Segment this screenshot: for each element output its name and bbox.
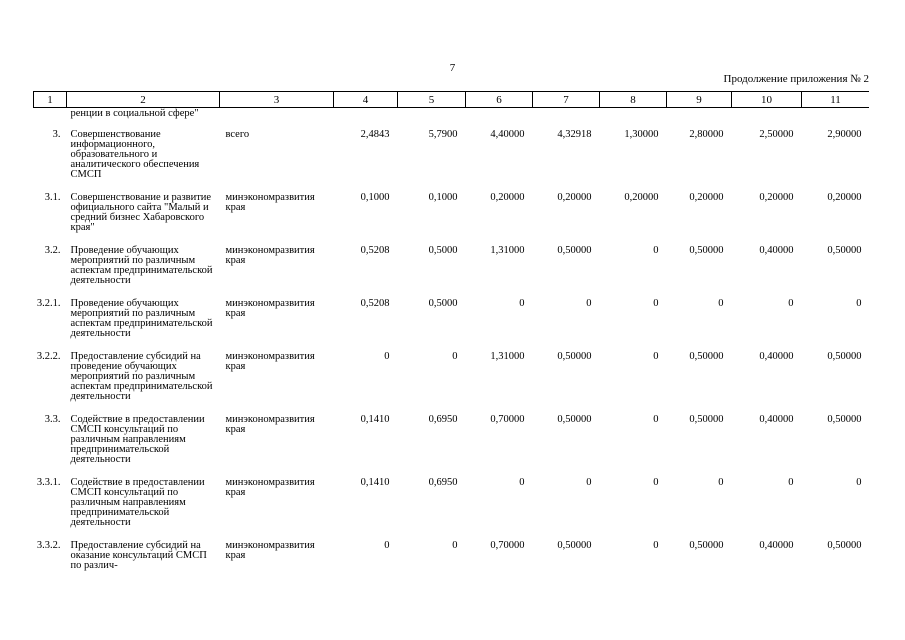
row-value-col-10: 0,40000 <box>759 245 794 256</box>
row-value-col-6: 0,20000 <box>490 192 525 203</box>
row-source: минэкономразвития края <box>225 414 315 435</box>
row-value-col-11: 0,20000 <box>827 192 862 203</box>
row-name: Совершенствование и развитие официального сайта "Малый и средний бизнес Хабаровского края" <box>70 192 212 233</box>
table-row <box>34 294 870 347</box>
row-value-col-10: 2,50000 <box>759 129 794 140</box>
column-header-2: 2 <box>67 92 220 108</box>
row-number: 3.3.1. <box>36 477 61 488</box>
table-row <box>34 241 870 294</box>
row-value-col-10: 0 <box>788 477 794 488</box>
row-number: 3.2.1. <box>36 298 61 309</box>
row-value-col-9: 0,50000 <box>689 245 724 256</box>
row-value-col-5: 0,1000 <box>428 192 458 203</box>
row-value-col-8: 0 <box>653 245 659 256</box>
table-row <box>34 536 870 579</box>
row-value-col-4: 0,5208 <box>360 298 390 309</box>
continued-text: ренции в социальной сфере" <box>70 108 199 119</box>
column-header-7: 7 <box>533 92 600 108</box>
column-header-10: 10 <box>732 92 802 108</box>
row-value-col-5: 0,5000 <box>428 298 458 309</box>
row-value-col-10: 0,40000 <box>759 414 794 425</box>
row-value-col-5: 5,7900 <box>428 129 458 140</box>
row-value-col-6: 1,31000 <box>490 351 525 362</box>
row-value-col-7: 0 <box>586 298 592 309</box>
row-value-col-10: 0,20000 <box>759 192 794 203</box>
row-number: 3.1. <box>44 192 61 203</box>
row-value-col-6: 0 <box>519 477 525 488</box>
row-value-col-11: 0,50000 <box>827 540 862 551</box>
row-source: минэкономразвития края <box>225 192 315 213</box>
row-value-col-9: 0,50000 <box>689 414 724 425</box>
column-header-4: 4 <box>334 92 398 108</box>
budget-table <box>33 91 869 579</box>
table-row <box>34 125 870 188</box>
row-value-col-10: 0 <box>788 298 794 309</box>
page-number: 7 <box>449 62 456 74</box>
table-header <box>34 92 870 108</box>
row-name: Содействие в предоставлении СМСП консультаций по различным направлениям предпринимательской деятельности <box>70 414 205 465</box>
row-number: 3.3. <box>44 414 61 425</box>
row-value-col-6: 0,70000 <box>490 414 525 425</box>
row-number: 3.2.2. <box>36 351 61 362</box>
header-row <box>34 92 870 108</box>
row-value-col-9: 0,50000 <box>689 540 724 551</box>
row-value-col-8: 0 <box>653 477 659 488</box>
row-value-col-8: 0,20000 <box>624 192 659 203</box>
column-header-6: 6 <box>466 92 533 108</box>
row-value-col-9: 0,20000 <box>689 192 724 203</box>
row-value-col-4: 0 <box>384 351 390 362</box>
row-number: 3.3.2. <box>36 540 61 551</box>
row-value-col-11: 2,90000 <box>827 129 862 140</box>
row-value-col-7: 0,50000 <box>557 540 592 551</box>
table-row <box>34 410 870 473</box>
row-value-col-10: 0,40000 <box>759 540 794 551</box>
table-row <box>34 347 870 410</box>
row-value-col-11: 0,50000 <box>827 245 862 256</box>
row-source: минэкономразвития края <box>225 477 315 498</box>
row-value-col-9: 2,80000 <box>689 129 724 140</box>
row-value-col-4: 0,1410 <box>360 414 390 425</box>
row-value-col-9: 0 <box>718 477 724 488</box>
table-row <box>34 473 870 536</box>
row-value-col-5: 0,6950 <box>428 477 458 488</box>
row-value-col-10: 0,40000 <box>759 351 794 362</box>
row-name: Совершенствование информационного, образовательного и аналитического обеспечения СМСП <box>70 129 200 180</box>
row-value-col-4: 0,1410 <box>360 477 390 488</box>
row-value-col-7: 4,32918 <box>557 129 592 140</box>
budget-table-container <box>33 91 869 640</box>
row-number: 3.2. <box>44 245 61 256</box>
row-value-col-4: 0,1000 <box>360 192 390 203</box>
continuation-label: Продолжение приложения № 2 <box>723 73 869 85</box>
row-value-col-4: 2,4843 <box>360 129 390 140</box>
row-value-col-11: 0 <box>856 477 862 488</box>
row-value-col-7: 0,20000 <box>557 192 592 203</box>
row-value-col-11: 0 <box>856 298 862 309</box>
row-source: минэкономразвития края <box>225 298 315 319</box>
row-value-col-7: 0,50000 <box>557 414 592 425</box>
row-source: минэкономразвития края <box>225 351 315 372</box>
row-value-col-4: 0,5208 <box>360 245 390 256</box>
row-value-col-11: 0,50000 <box>827 351 862 362</box>
row-value-col-5: 0,5000 <box>428 245 458 256</box>
row-value-col-8: 0 <box>653 540 659 551</box>
row-number: 3. <box>52 129 61 140</box>
row-value-col-7: 0 <box>586 477 592 488</box>
row-value-col-6: 4,40000 <box>490 129 525 140</box>
row-value-col-4: 0 <box>384 540 390 551</box>
column-header-8: 8 <box>600 92 667 108</box>
row-source: всего <box>225 129 250 140</box>
column-header-9: 9 <box>667 92 732 108</box>
row-source: минэкономразвития края <box>225 245 315 266</box>
row-name: Предоставление субсидий на проведение обучающих мероприятий по различным аспектам предпринимательской деятельности <box>70 351 213 402</box>
row-value-col-8: 0 <box>653 298 659 309</box>
row-name: Предоставление субсидий на оказание консультаций СМСП по различ- <box>70 540 207 571</box>
row-value-col-5: 0 <box>452 351 458 362</box>
table-row <box>34 188 870 241</box>
row-value-col-6: 1,31000 <box>490 245 525 256</box>
row-name: Проведение обучающих мероприятий по различным аспектам предпринимательской деятельности <box>70 245 213 286</box>
column-header-1: 1 <box>34 92 67 108</box>
row-name: Проведение обучающих мероприятий по различным аспектам предпринимательской деятельности <box>70 298 213 339</box>
row-source: минэкономразвития края <box>225 540 315 561</box>
row-value-col-9: 0,50000 <box>689 351 724 362</box>
row-value-col-6: 0,70000 <box>490 540 525 551</box>
row-value-col-8: 0 <box>653 414 659 425</box>
row-value-col-6: 0 <box>519 298 525 309</box>
row-value-col-7: 0,50000 <box>557 351 592 362</box>
column-header-3: 3 <box>220 92 334 108</box>
row-name: Содействие в предоставлении СМСП консультаций по различным направлениям предпринимательской деятельности <box>70 477 205 528</box>
row-value-col-9: 0 <box>718 298 724 309</box>
row-value-col-8: 0 <box>653 351 659 362</box>
row-value-col-8: 1,30000 <box>624 129 659 140</box>
row-value-col-5: 0 <box>452 540 458 551</box>
table-body <box>34 108 870 580</box>
row-value-col-5: 0,6950 <box>428 414 458 425</box>
row-value-col-11: 0,50000 <box>827 414 862 425</box>
column-header-11: 11 <box>802 92 870 108</box>
row-value-col-7: 0,50000 <box>557 245 592 256</box>
column-header-5: 5 <box>398 92 466 108</box>
continued-row <box>34 108 870 126</box>
